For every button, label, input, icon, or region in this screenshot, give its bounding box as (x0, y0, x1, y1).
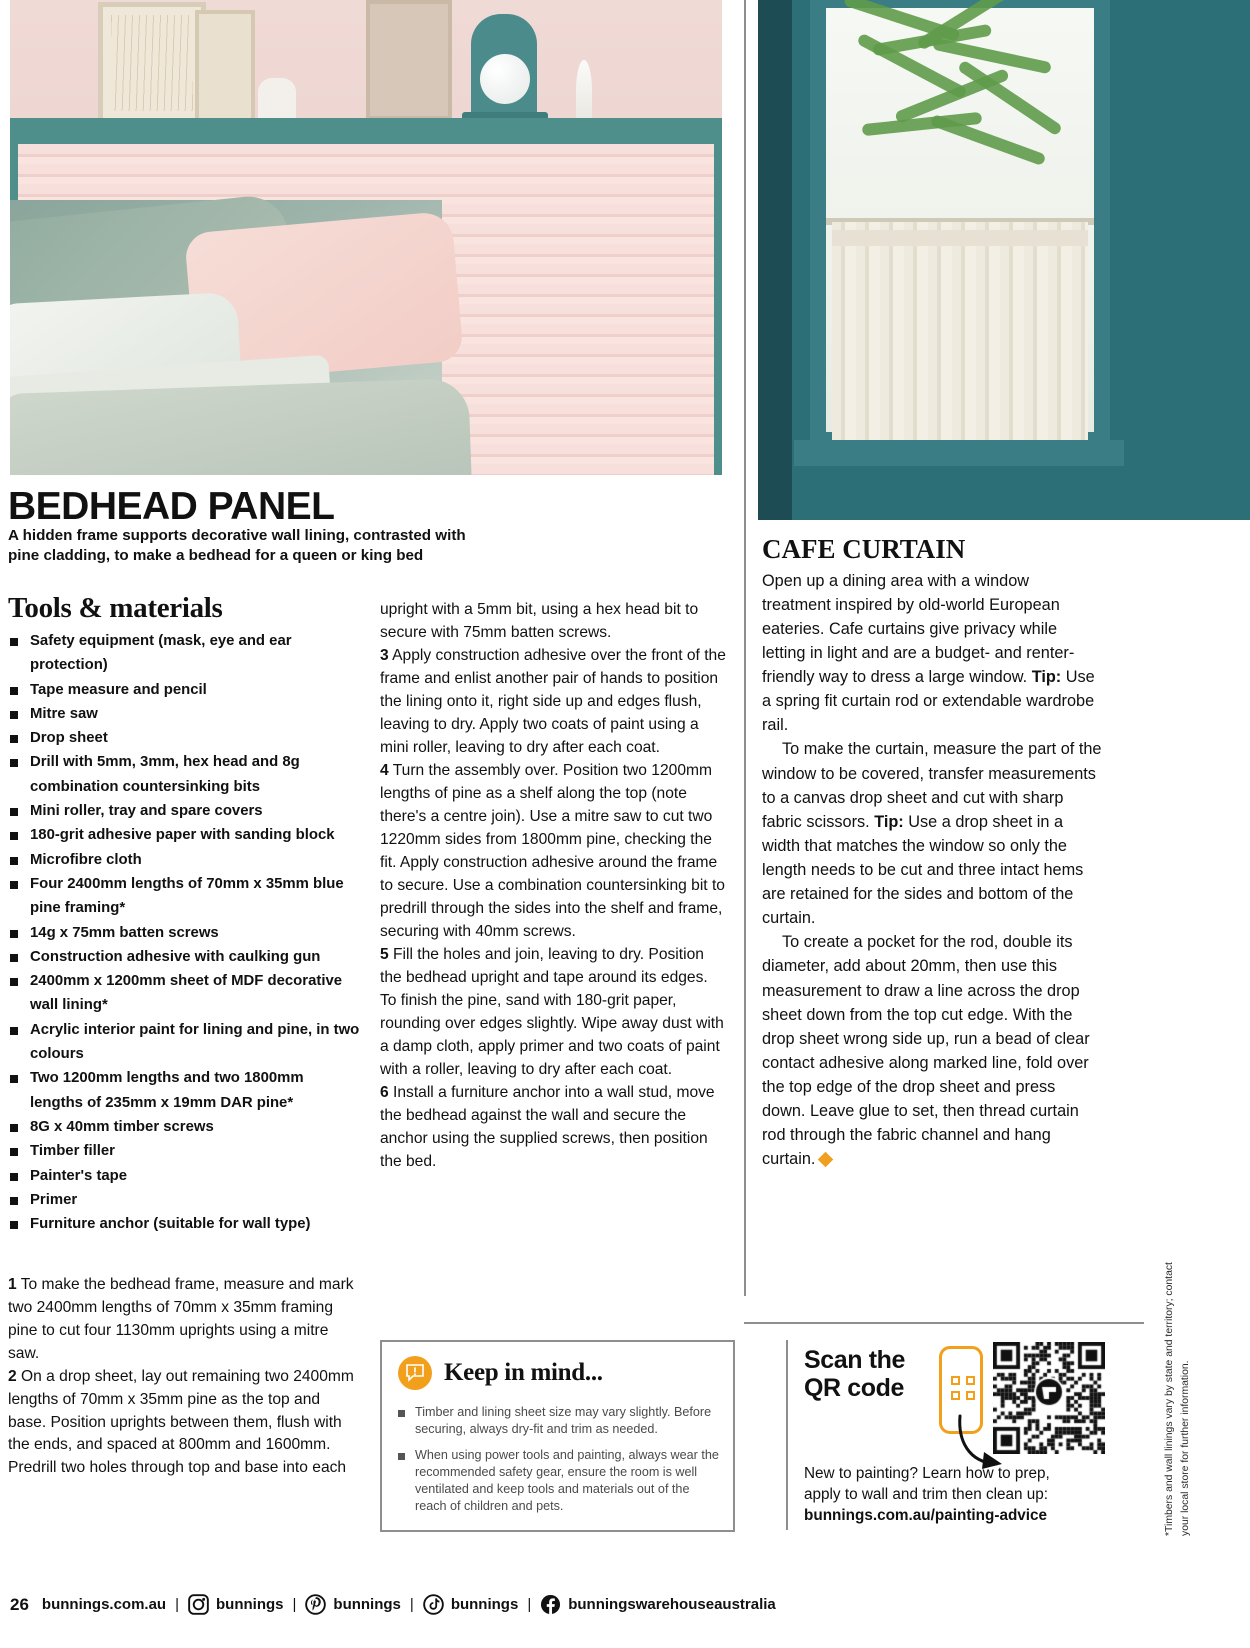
tools-list-item: Mini roller, tray and spare covers (8, 799, 360, 823)
page-number: 26 (10, 1594, 29, 1614)
tools-list-item: Drill with 5mm, 3mm, hex head and 8g combination countersinking bits (8, 750, 360, 799)
tools-list-item: Painter's tape (8, 1164, 360, 1188)
tools-list-item: Safety equipment (mask, eye and ear protection) (8, 629, 360, 678)
tools-list-item: 180-grit adhesive paper with sanding block (8, 823, 360, 847)
pinterest-handle[interactable]: bunnings (333, 1596, 401, 1613)
cafe-paragraph-1: Open up a dining area with a window treatment inspired by old-world European eateries. Cafe curtains give privacy while letting in light and are a budget- and renter-friendly way to dress a large window. Tip: Use a spring fit curtain rod or extendable wardrobe rail. (762, 571, 1095, 735)
keep-in-mind-title: Keep in mind... (444, 1359, 603, 1386)
tools-list-item: Tape measure and pencil (8, 678, 360, 702)
keep-in-mind-box (380, 1340, 735, 1532)
cafe-curtain-photo (758, 0, 1250, 520)
window-sill (794, 440, 1124, 466)
fern-plant (832, 0, 1082, 214)
window-frame (810, 0, 1110, 448)
pinterest-icon[interactable] (305, 1594, 326, 1615)
tools-list-item: Primer (8, 1188, 360, 1212)
instagram-handle[interactable]: bunnings (216, 1596, 284, 1613)
lamp-globe (480, 54, 530, 104)
step-text: Fill the holes and join, leaving to dry. Position the bedhead upright and tape around its edges. To finish the pine, sand with 180-grit paper, rounding over edges slightly. Wipe away dust with a damp cloth, apply primer and two coats of paint with a roller, leaving to dry after each coat. (380, 946, 724, 1078)
scan-qr-section (804, 1342, 1134, 1526)
duvet (10, 378, 472, 475)
standfirst-line-2: pine cladding, to make a bedhead for a queen or king bed (8, 547, 424, 565)
cafe-paragraph-3: To create a pocket for the rod, double its diameter, add about 20mm, then use this measurement to draw a line across the drop sheet down from the top cut edge. With the drop sheet wrong side up, run a bead of clear contact adhesive along marked line, fold over the top edge of the drop sheet and press down. Leave glue to set, then thread curtain rod through the fabric channel and hang curtain. (762, 933, 1090, 1169)
instructions-column-two (380, 598, 728, 1173)
standfirst (8, 526, 568, 566)
speech-bubble-alert-icon (398, 1356, 432, 1390)
cafe-curtain-title: CAFE CURTAIN (762, 534, 966, 564)
tools-list-item: 2400mm x 1200mm sheet of MDF decorative wall lining* (8, 969, 360, 1018)
instagram-icon[interactable] (188, 1594, 209, 1615)
footer-separator-1: | (175, 1596, 179, 1613)
step-number: 4 (380, 762, 389, 779)
qr-heading-line-1: Scan the (804, 1346, 905, 1374)
keep-in-mind-list (398, 1404, 719, 1514)
tools-list-item: 14g x 75mm batten screws (8, 921, 360, 945)
qr-vertical-divider (786, 1340, 788, 1530)
step-number: 5 (380, 946, 389, 963)
tools-list-item: Microfibre cloth (8, 848, 360, 872)
end-of-article-diamond-icon (818, 1152, 834, 1168)
step-number: 2 (8, 1367, 17, 1385)
instruction-step (380, 759, 728, 943)
tools-heading: Tools & materials (8, 592, 223, 624)
qr-caption-line-2: apply to wall and trim then clean up: (804, 1485, 1049, 1503)
tools-list-item: Timber filler (8, 1139, 360, 1163)
tools-list-item: 8G x 40mm timber screws (8, 1115, 360, 1139)
cafe-curtain-fabric (832, 222, 1088, 440)
step-text: Install a furniture anchor into a wall stud, move the bedhead against the wall and secure the anchor using the supplied screws, then position the bed. (380, 1084, 715, 1170)
wall-art-frame-small (195, 10, 255, 122)
qr-heading (804, 1342, 929, 1402)
tools-list-item: Construction adhesive with caulking gun (8, 945, 360, 969)
step-text: To make the bedhead frame, measure and mark two 2400mm lengths of 70mm x 35mm framing pine to cut four 1130mm uprights using a mitre saw. (8, 1276, 354, 1362)
qr-caption-line-1: New to painting? Learn how to prep, (804, 1465, 1050, 1482)
candle-decor (576, 60, 592, 122)
curtain-hem (832, 230, 1088, 246)
footer-separator-2: | (292, 1596, 297, 1613)
footer-separator-4: | (527, 1596, 532, 1613)
tools-list-item: Four 2400mm lengths of 70mm x 35mm blue pine framing* (8, 872, 360, 921)
step-number: 3 (380, 647, 389, 664)
footer-website[interactable]: bunnings.com.au (41, 1596, 167, 1613)
keep-in-mind-item: Timber and lining sheet size may vary slightly. Before securing, always dry-fit and trim as needed. (398, 1404, 719, 1437)
instruction-step (380, 644, 728, 759)
instruction-step (380, 1081, 728, 1173)
tiktok-icon[interactable] (423, 1594, 444, 1615)
instructions-column-one (8, 1274, 356, 1480)
tools-list-item: Furniture anchor (suitable for wall type) (8, 1212, 360, 1236)
tools-list-item: Two 1200mm lengths and two 1800mm lengths of 235mm x 19mm DAR pine* (8, 1066, 360, 1115)
standfirst-line-1: A hidden frame supports decorative wall lining, contrasted with (8, 527, 466, 544)
keep-in-mind-header (398, 1356, 719, 1390)
bedhead-photo (10, 0, 722, 475)
cafe-curtain-section (762, 535, 1102, 1171)
side-note-wrapper (1162, 1246, 1191, 1536)
tools-list (8, 629, 360, 1236)
footer-separator-3: | (409, 1596, 414, 1613)
page-footer (10, 1594, 1240, 1615)
picture-frame (366, 0, 452, 120)
step-text: Turn the assembly over. Position two 1200mm lengths of pine as a shelf along the top (note there's a centre join). Use a mitre saw to cut two 1220mm sides from 1800mm pine, checking the fit. Apply construction adhesive around the frame to secure. Use a combination countersinking bit to predrill through the sides into the shelf and frame, securing with 40mm screws. (380, 762, 725, 940)
instruction-step (380, 943, 728, 1081)
instruction-step (8, 1366, 356, 1481)
tiktok-handle[interactable]: bunnings (450, 1596, 519, 1613)
step-number: 1 (8, 1276, 17, 1293)
keep-in-mind-item: When using power tools and painting, always wear the recommended safety gear, ensure the room is well ventilated and keep tools and materials out of the reach of children and pets. (398, 1447, 719, 1514)
step-text: Apply construction adhesive over the front of the frame and enlist another pair of hands to position the lining onto it, right side up and edges flush, leaving to dry. Apply two coats of paint using a mini roller, leaving to dry after each coat. (380, 647, 726, 756)
instruction-step (8, 1274, 356, 1366)
qr-heading-line-2: QR code (804, 1374, 904, 1402)
step-number: 6 (380, 1084, 389, 1101)
vertical-divider (744, 0, 746, 1296)
step-continuation: upright with a 5mm bit, using a hex head bit to secure with 75mm batten screws. (380, 601, 699, 641)
tools-and-materials-section (8, 592, 360, 1236)
wall-shadow (758, 0, 792, 520)
curved-arrow-icon (956, 1414, 1028, 1476)
teal-panel-bottom (758, 466, 1250, 520)
side-note-text: *Timbers and wall linings vary by state and territory; contact your local store for further information. (1164, 1262, 1191, 1536)
horizontal-divider (744, 1322, 1144, 1324)
page-title: BEDHEAD PANEL (8, 485, 335, 528)
facebook-icon[interactable] (540, 1594, 561, 1615)
wall-art-frame (98, 2, 206, 124)
painting-advice-link[interactable]: bunnings.com.au/painting-advice (804, 1506, 1048, 1524)
facebook-handle[interactable]: bunningswarehouseaustralia (568, 1596, 776, 1613)
cafe-paragraph-2: To make the curtain, measure the part of the window to be covered, transfer measurements to a canvas drop sheet and cut with sharp fabric scissors. Tip: Use a drop sheet in a width that matches the window so only the length needs to be cut and three intact hems are retained for the sides and bottom of the curtain. (762, 740, 1102, 928)
tools-list-item: Drop sheet (8, 726, 360, 750)
tools-list-item: Mitre saw (8, 702, 360, 726)
tools-list-item: Acrylic interior paint for lining and pine, in two colours (8, 1018, 360, 1067)
step-text: On a drop sheet, lay out remaining two 2400mm lengths of 70mm x 35mm pine as the top and base. Position uprights between them, flush with the ends, and spaced at 800mm and 1600mm. Predrill two holes through top and base into each (8, 1367, 354, 1477)
